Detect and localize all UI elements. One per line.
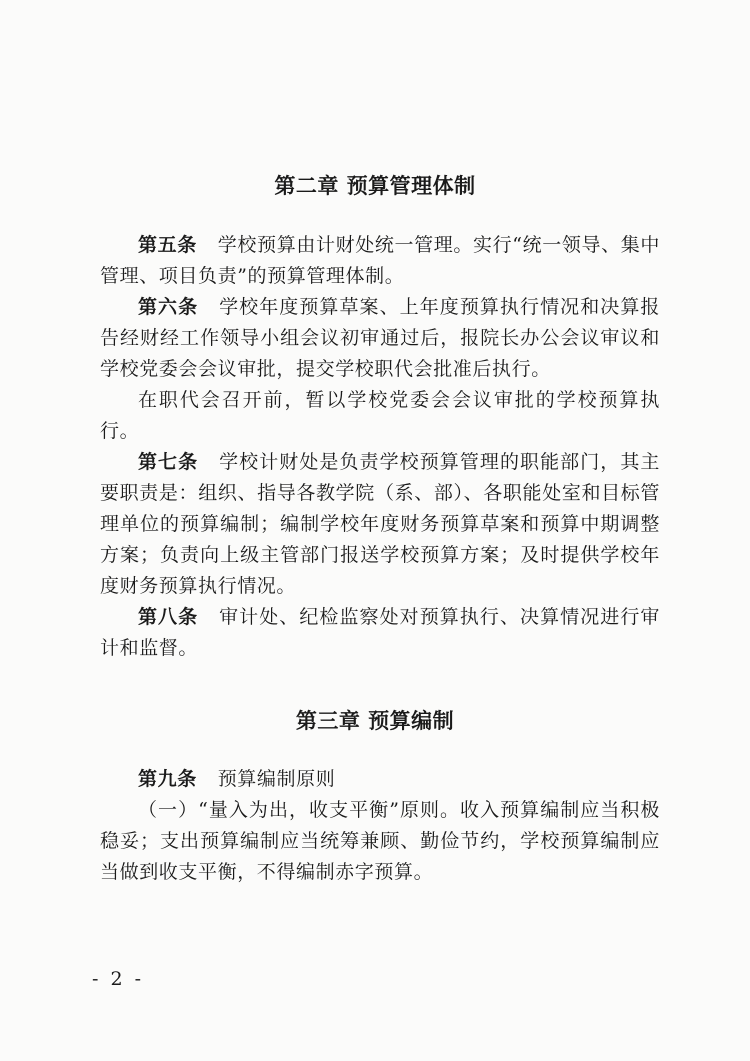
article-5 — [100, 230, 660, 292]
chapter-2-title: 第二章 预算管理体制 — [274, 174, 476, 198]
article-6-label: 第六条 — [138, 296, 199, 318]
article-9-label: 第九条 — [138, 768, 197, 790]
article-9 — [100, 764, 660, 795]
article-7-text: 学校计财处是负责学校预算管理的职能部门，其主要职责是：组织、指导各教学院（系、部）、各职能处室和目标管理单位的预算编制；编制学校年度财务预算草案和预算中期调整方案；负责向上级主管部门报送学校预算方案；及时提供学校年度财务预算执行情况。 — [100, 451, 660, 597]
article-7-label: 第七条 — [138, 451, 199, 473]
article-9-item-1: （一）“量入为出，收支平衡”原则。收入预算编制应当积极稳妥；支出预算编制应当统筹兼顾、勤俭节约，学校预算编制应当做到收支平衡，不得编制赤字预算。 — [100, 799, 660, 883]
page-number: - 2 - — [92, 968, 145, 990]
article-8-label: 第八条 — [138, 606, 199, 628]
article-5-text: 学校预算由计财处统一管理。实行“统一领导、集中管理、项目负责”的预算管理体制。 — [100, 234, 660, 287]
article-9-text: 预算编制原则 — [217, 768, 336, 790]
article-6-paragraph-2: 在职代会召开前，暂以学校党委会会议审批的学校预算执行。 — [100, 389, 660, 442]
article-5-label: 第五条 — [138, 234, 197, 256]
article-8 — [100, 602, 660, 664]
article-6-text: 学校年度预算草案、上年度预算执行情况和决算报告经财经工作领导小组会议初审通过后，报院长办公会议审议和学校党委会会议审批，提交学校职代会批准后执行。 — [100, 296, 660, 380]
article-6 — [100, 292, 660, 385]
article-8-text: 审计处、纪检监察处对预算执行、决算情况进行审计和监督。 — [100, 606, 660, 659]
article-7 — [100, 447, 660, 602]
chapter-3-title: 第三章 预算编制 — [295, 709, 455, 733]
